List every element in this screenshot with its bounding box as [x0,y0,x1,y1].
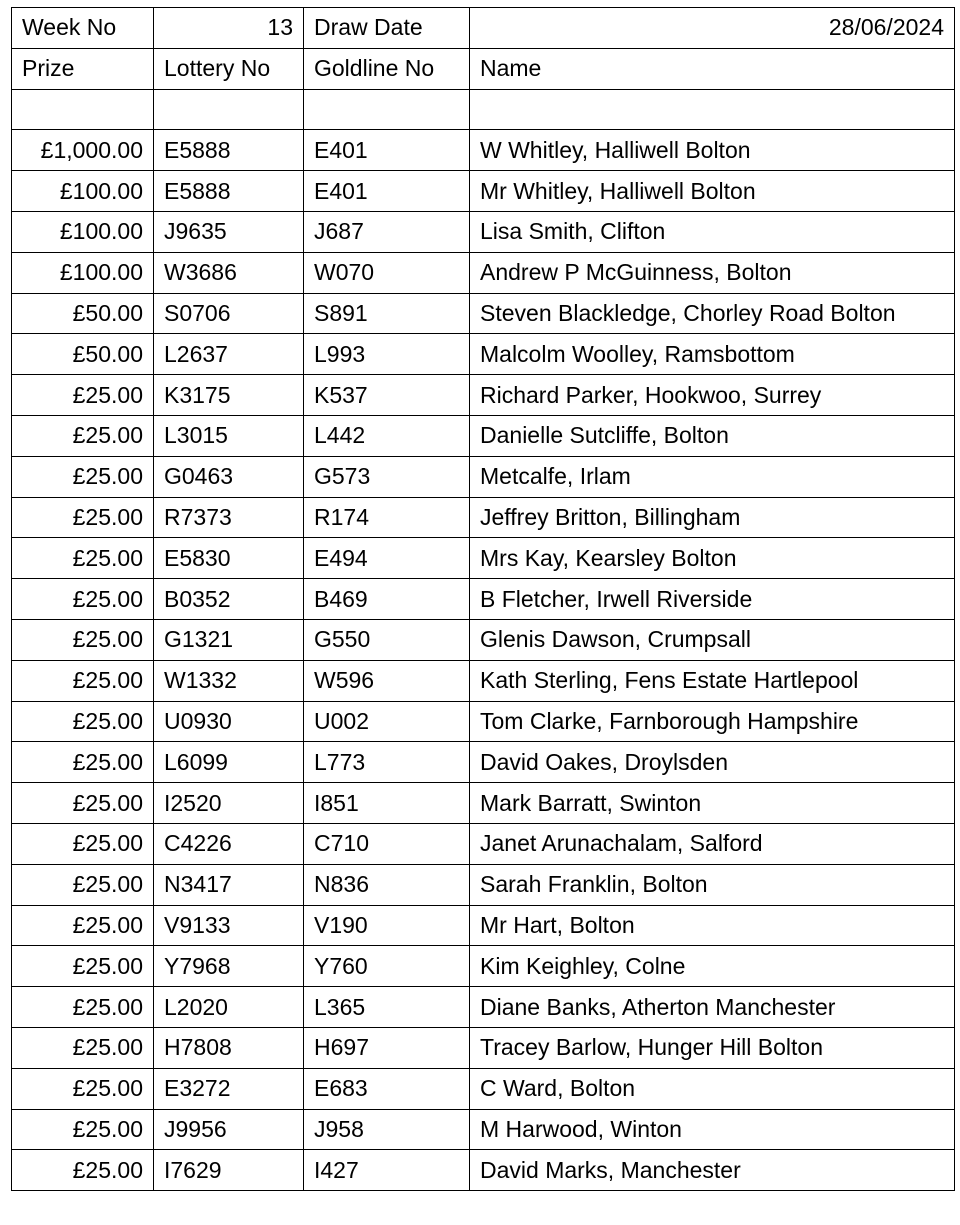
table-row [12,538,955,579]
prize-cell: £25.00 [12,783,154,824]
winner-name-cell: Jeffrey Britton, Billingham [470,497,955,538]
prize-cell: £100.00 [12,171,154,212]
lottery-number-cell: I7629 [154,1150,304,1191]
lottery-number-cell: L3015 [154,415,304,456]
lottery-number-cell: E5888 [154,171,304,212]
goldline-number-cell: R174 [304,497,470,538]
winner-name-cell: W Whitley, Halliwell Bolton [470,130,955,171]
prize-cell: £25.00 [12,864,154,905]
lottery-number-cell: N3417 [154,864,304,905]
goldline-number-cell: V190 [304,905,470,946]
goldline-number-cell: W070 [304,252,470,293]
lottery-number-cell: V9133 [154,905,304,946]
winner-name-cell: David Oakes, Droylsden [470,742,955,783]
winner-name-cell: Lisa Smith, Clifton [470,211,955,252]
goldline-number-cell: J687 [304,211,470,252]
table-row [12,1150,955,1191]
goldline-number-cell: U002 [304,701,470,742]
winner-name-cell: C Ward, Bolton [470,1068,955,1109]
prize-cell: £25.00 [12,579,154,620]
goldline-number-cell: E683 [304,1068,470,1109]
lottery-number-cell: S0706 [154,293,304,334]
prize-cell: £25.00 [12,1068,154,1109]
lottery-number-cell: E5888 [154,130,304,171]
winner-name-cell: Mr Hart, Bolton [470,905,955,946]
lottery-number-cell: L2637 [154,334,304,375]
table-row [12,660,955,701]
blank-row [12,89,955,130]
goldline-number-cell: E401 [304,130,470,171]
prize-cell: £50.00 [12,334,154,375]
winner-name-cell: Tom Clarke, Farnborough Hampshire [470,701,955,742]
prize-cell: £25.00 [12,742,154,783]
prize-cell: £25.00 [12,1150,154,1191]
prize-cell: £25.00 [12,823,154,864]
blank-cell [154,89,304,130]
winner-name-cell: Mark Barratt, Swinton [470,783,955,824]
lottery-number-cell: E5830 [154,538,304,579]
goldline-number-cell: E401 [304,171,470,212]
prize-column-header: Prize [12,48,154,89]
goldline-number-cell: I427 [304,1150,470,1191]
winner-name-cell: Metcalfe, Irlam [470,456,955,497]
winner-name-cell: M Harwood, Winton [470,1109,955,1150]
goldline-number-cell: L993 [304,334,470,375]
goldline-number-cell: J958 [304,1109,470,1150]
goldline-number-cell: L773 [304,742,470,783]
goldline-number-cell: C710 [304,823,470,864]
table-row [12,130,955,171]
table-row [12,456,955,497]
winner-name-cell: B Fletcher, Irwell Riverside [470,579,955,620]
winner-name-cell: Mr Whitley, Halliwell Bolton [470,171,955,212]
winner-name-cell: Sarah Franklin, Bolton [470,864,955,905]
lottery-number-cell: H7808 [154,1027,304,1068]
lottery-number-cell: C4226 [154,823,304,864]
winner-name-cell: Janet Arunachalam, Salford [470,823,955,864]
table-row [12,293,955,334]
week-value: 13 [154,8,304,49]
prize-cell: £100.00 [12,211,154,252]
winner-name-cell: Diane Banks, Atherton Manchester [470,987,955,1028]
prize-cell: £25.00 [12,415,154,456]
winner-name-cell: Steven Blackledge, Chorley Road Bolton [470,293,955,334]
goldline-number-cell: W596 [304,660,470,701]
lottery-number-cell: U0930 [154,701,304,742]
winner-name-cell: Andrew P McGuinness, Bolton [470,252,955,293]
name-column-header: Name [470,48,955,89]
lottery-number-cell: G0463 [154,456,304,497]
winner-name-cell: Kath Sterling, Fens Estate Hartlepool [470,660,955,701]
goldline-number-cell: S891 [304,293,470,334]
prize-cell: £25.00 [12,905,154,946]
prize-cell: £25.00 [12,660,154,701]
goldline-number-cell: G573 [304,456,470,497]
week-label: Week No [12,8,154,49]
table-row [12,1027,955,1068]
prize-cell: £25.00 [12,701,154,742]
column-header-row [12,48,955,89]
winner-name-cell: David Marks, Manchester [470,1150,955,1191]
prize-cell: £100.00 [12,252,154,293]
table-row [12,375,955,416]
goldline-number-cell: N836 [304,864,470,905]
table-row [12,987,955,1028]
prize-cell: £25.00 [12,538,154,579]
winner-name-cell: Richard Parker, Hookwoo, Surrey [470,375,955,416]
goldline-number-cell: G550 [304,619,470,660]
goldline-number-cell: L365 [304,987,470,1028]
goldline-column-header: Goldline No [304,48,470,89]
table-row [12,579,955,620]
prize-cell: £25.00 [12,946,154,987]
lottery-number-cell: B0352 [154,579,304,620]
goldline-number-cell: I851 [304,783,470,824]
winner-name-cell: Malcolm Woolley, Ramsbottom [470,334,955,375]
lottery-number-cell: K3175 [154,375,304,416]
lottery-column-header: Lottery No [154,48,304,89]
lottery-number-cell: R7373 [154,497,304,538]
winner-name-cell: Danielle Sutcliffe, Bolton [470,415,955,456]
table-row [12,211,955,252]
table-row [12,1068,955,1109]
goldline-number-cell: B469 [304,579,470,620]
table-row [12,171,955,212]
blank-cell [304,89,470,130]
blank-cell [470,89,955,130]
lottery-number-cell: E3272 [154,1068,304,1109]
table-row [12,497,955,538]
header-info-row [12,8,955,49]
lottery-number-cell: Y7968 [154,946,304,987]
prize-cell: £50.00 [12,293,154,334]
table-row [12,783,955,824]
table-row [12,1109,955,1150]
table-row [12,864,955,905]
lottery-number-cell: J9956 [154,1109,304,1150]
goldline-number-cell: Y760 [304,946,470,987]
draw-date-label: Draw Date [304,8,470,49]
lottery-number-cell: I2520 [154,783,304,824]
goldline-number-cell: L442 [304,415,470,456]
table-body [12,8,955,1191]
goldline-number-cell: K537 [304,375,470,416]
lottery-number-cell: G1321 [154,619,304,660]
table-row [12,742,955,783]
winner-name-cell: Tracey Barlow, Hunger Hill Bolton [470,1027,955,1068]
table-row [12,946,955,987]
goldline-number-cell: H697 [304,1027,470,1068]
prize-cell: £25.00 [12,987,154,1028]
prize-cell: £1,000.00 [12,130,154,171]
table-row [12,252,955,293]
prize-cell: £25.00 [12,497,154,538]
winner-name-cell: Kim Keighley, Colne [470,946,955,987]
prize-cell: £25.00 [12,456,154,497]
winner-name-cell: Glenis Dawson, Crumpsall [470,619,955,660]
lottery-number-cell: L2020 [154,987,304,1028]
prize-cell: £25.00 [12,619,154,660]
prize-cell: £25.00 [12,375,154,416]
lottery-number-cell: J9635 [154,211,304,252]
winner-name-cell: Mrs Kay, Kearsley Bolton [470,538,955,579]
prize-cell: £25.00 [12,1109,154,1150]
draw-date-value: 28/06/2024 [470,8,955,49]
goldline-number-cell: E494 [304,538,470,579]
lottery-number-cell: L6099 [154,742,304,783]
lottery-number-cell: W3686 [154,252,304,293]
table-row [12,334,955,375]
table-row [12,905,955,946]
table-row [12,701,955,742]
table-row [12,415,955,456]
table-row [12,619,955,660]
lottery-number-cell: W1332 [154,660,304,701]
table-row [12,823,955,864]
blank-cell [12,89,154,130]
prize-cell: £25.00 [12,1027,154,1068]
lottery-results-table [11,7,955,1191]
